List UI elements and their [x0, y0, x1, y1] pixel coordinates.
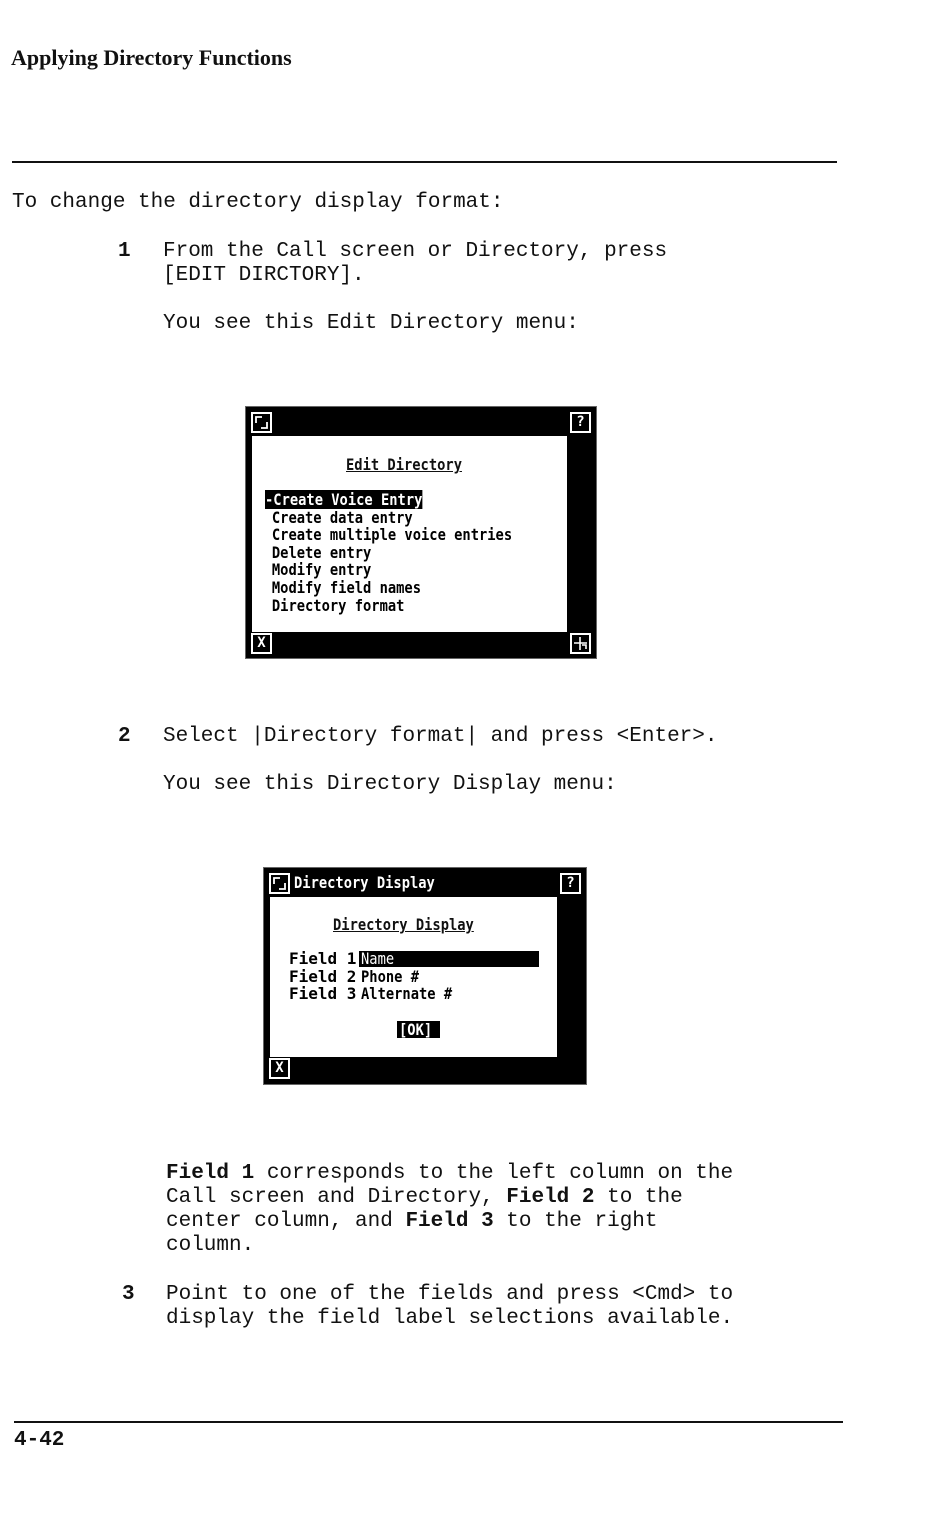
edit-directory-menu-list	[265, 491, 552, 614]
field-rows	[289, 949, 453, 1004]
step-2-followup: You see this Directory Display menu:	[163, 773, 617, 796]
ok-button-label: [OK]	[399, 1020, 433, 1039]
menu-item-delete-entry[interactable]: Delete entry	[271, 542, 372, 562]
menu-item-directory-format[interactable]: Directory format	[271, 595, 405, 615]
field-row-3	[289, 984, 453, 1004]
directory-display-window-title: Directory Display	[294, 873, 435, 892]
footer-rule	[14, 1421, 843, 1423]
menu-item-modify-entry[interactable]: Modify entry	[271, 560, 372, 580]
step-2-number: 2	[118, 725, 131, 748]
field-2-value[interactable]: Phone #	[361, 966, 419, 986]
step-1-followup: You see this Edit Directory menu:	[163, 312, 579, 335]
field-row-2	[289, 966, 419, 986]
resize-corner-icon[interactable]	[251, 412, 272, 433]
field-1-label: Field 1	[289, 949, 357, 968]
edit-directory-heading: Edit Directory	[346, 455, 462, 474]
field-3-term: Field 3	[405, 1210, 494, 1233]
edit-directory-bottombar	[248, 631, 594, 655]
close-icon[interactable]: X	[251, 633, 272, 654]
explanation-line-4: column.	[166, 1234, 255, 1257]
menu-item-modify-field-names[interactable]: Modify field names	[271, 577, 421, 597]
menu-item-create-multiple-voice-entries[interactable]: Create multiple voice entries	[271, 525, 513, 545]
page-header-title: Applying Directory Functions	[11, 45, 292, 70]
explanation-line-2	[166, 1186, 683, 1210]
explanation-line-3	[166, 1210, 658, 1234]
directory-display-heading: Directory Display	[333, 915, 474, 934]
step-3-line-2: display the field label selections available.	[166, 1307, 734, 1330]
explanation-line-1	[166, 1162, 733, 1186]
directory-display-bottombar	[266, 1056, 584, 1080]
edit-directory-titlebar	[248, 409, 594, 435]
step-3-number: 3	[122, 1283, 135, 1306]
step-2-line-1: Select |Directory format| and press <Enter>.	[163, 725, 718, 748]
explanation-text: to the right	[493, 1210, 658, 1233]
ok-button[interactable]	[397, 1021, 440, 1038]
step-1-line-2: [EDIT DIRCTORY].	[163, 264, 365, 287]
step-1-number: 1	[118, 240, 131, 263]
close-icon[interactable]: X	[269, 1058, 290, 1079]
field-3-label: Field 3	[289, 984, 357, 1004]
directory-display-window	[264, 868, 586, 1084]
step-3-line-1: Point to one of the fields and press <Cmd> to	[166, 1283, 734, 1306]
help-icon[interactable]: ?	[560, 873, 581, 894]
field-1-term: Field 1	[166, 1162, 255, 1185]
explanation-text: corresponds to the left column on the	[254, 1162, 734, 1185]
page-number: 4-42	[14, 1429, 65, 1452]
edit-directory-pane	[251, 435, 568, 633]
edit-directory-window	[246, 407, 596, 658]
explanation-text: to the	[594, 1186, 683, 1209]
explanation-text: center column, and	[166, 1210, 406, 1233]
zoom-icon[interactable]	[570, 633, 591, 654]
field-1-value[interactable]: Name	[361, 949, 395, 968]
field-2-term: Field 2	[506, 1186, 595, 1209]
field-2-label: Field 2	[289, 966, 357, 986]
intro-text: To change the directory display format:	[12, 191, 504, 214]
menu-item-create-voice-entry[interactable]: -Create Voice Entry	[265, 490, 423, 509]
explanation-text: Call screen and Directory,	[166, 1186, 507, 1209]
directory-display-pane	[269, 896, 558, 1058]
directory-display-titlebar	[266, 870, 584, 896]
field-row-1	[289, 949, 395, 968]
header-rule	[12, 161, 837, 163]
step-1-line-1: From the Call screen or Directory, press	[163, 240, 668, 263]
resize-corner-icon[interactable]	[269, 873, 290, 894]
help-icon[interactable]: ?	[570, 412, 591, 433]
menu-item-create-data-entry[interactable]: Create data entry	[271, 507, 413, 527]
field-3-value[interactable]: Alternate #	[361, 984, 453, 1004]
